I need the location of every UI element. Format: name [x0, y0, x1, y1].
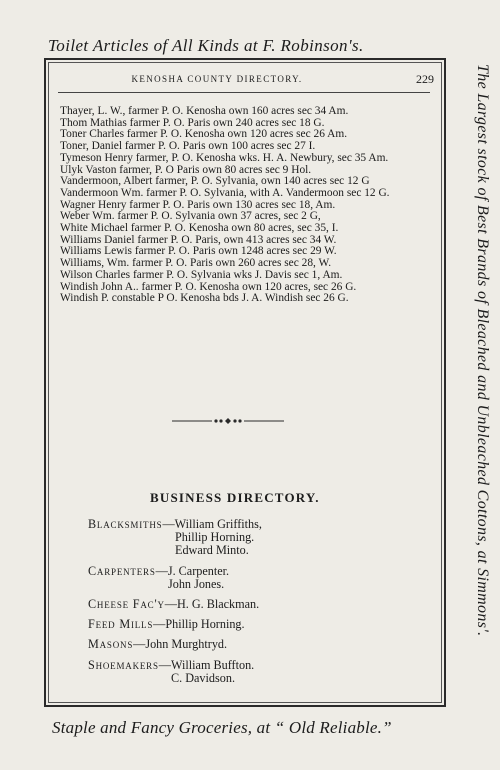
- directory-entry: Windish John A.. farmer P. O. Kenosha own 120 acres, sec 26 G.: [60, 280, 357, 293]
- directory-entry: Windish P. constable P O. Kenosha bds J. A. Windish sec 26 G.: [60, 292, 349, 305]
- trade-dash: —: [153, 617, 166, 632]
- business-name: H. G. Blackman.: [176, 597, 260, 612]
- directory-entry: Wilson Charles farmer P. O. Sylvania wks J. Davis sec 1, Am.: [60, 268, 343, 281]
- trade-dash: —: [133, 637, 146, 652]
- business-name: William Buffton.: [170, 657, 255, 672]
- business-name: J. Carpenter.: [167, 563, 230, 578]
- business-directory-title: BUSINESS DIRECTORY.: [150, 490, 320, 505]
- trade-dash: —: [158, 657, 171, 672]
- trade-label: Masons: [88, 637, 134, 652]
- directory-entry: Thayer, L. W., farmer P. O. Kenosha own 160 acres sec 34 Am.: [60, 105, 349, 117]
- business-name: William Griffiths,: [174, 517, 262, 531]
- directory-entry: Tymeson Henry farmer, P. O. Kenosha wks. H. A. Newbury, sec 35 Am.: [60, 151, 389, 164]
- business-name: John Murghtryd.: [145, 637, 228, 652]
- business-name-continued: John Jones.: [168, 576, 225, 591]
- header-rule: [58, 92, 430, 93]
- running-head: KENOSHA COUNTY DIRECTORY.: [131, 74, 303, 84]
- page-number: 229: [416, 72, 434, 86]
- business-directory-list: [88, 518, 408, 692]
- trade-label: Cheese Fac'y: [88, 597, 165, 612]
- business-first-line: [88, 565, 408, 578]
- top-advertisement: Toilet Articles of All Kinds at F. Robinson's.: [48, 36, 364, 55]
- directory-entry: White Michael farmer P. O. Kenosha own 80 acres, sec 35, I.: [60, 222, 339, 235]
- trade-dash: —: [162, 517, 175, 531]
- directory-entry: Wagner Henry farmer P. O. Paris own 130 acres sec 18, Am.: [60, 198, 336, 211]
- side-advertisement-text: The Largest stock of Best Brands of Bleached and Unbleached Cottons, at Simmons'.: [474, 64, 491, 637]
- directory-entry: Thom Mathias farmer P. O. Paris own 240 acres sec 18 G.: [60, 116, 325, 129]
- business-first-line: [88, 598, 408, 611]
- directory-entry: Williams Lewis farmer P. O. Paris own 1248 acres sec 29 W.: [60, 245, 337, 258]
- trade-label: Feed Mills: [88, 617, 154, 632]
- trade-dash: —: [155, 563, 168, 578]
- directory-entry: Toner Charles farmer P. O. Kenosha own 120 acres sec 26 Am.: [60, 128, 348, 141]
- business-first-line: [88, 659, 408, 672]
- directory-entry: Vandermoon, Albert farmer, P. O. Sylvania, own 140 acres sec 12 G: [60, 175, 370, 188]
- directory-entry: Williams Daniel farmer P. O. Paris, own 413 acres sec 34 W.: [60, 233, 337, 246]
- directory-entries: [60, 106, 432, 305]
- trade-label: Carpenters: [88, 563, 156, 578]
- business-name-continued: Phillip Horning.: [175, 530, 255, 545]
- directory-entry: Williams, Wm. farmer P. O. Paris own 260 acres sec 28, W.: [60, 257, 332, 270]
- side-advertisement: [465, 64, 495, 724]
- trade-label: Shoemakers: [88, 657, 159, 672]
- business-name: Phillip Horning.: [165, 617, 245, 632]
- business-group: [88, 598, 408, 611]
- business-group: [88, 618, 408, 631]
- trade-dash: —: [164, 597, 177, 612]
- directory-entry: Weber Wm. farmer P. O. Sylvania own 37 acres, sec 2 G,: [60, 210, 321, 223]
- directory-entry: Toner, Daniel farmer P. O. Paris own 100 acres sec 27 I.: [60, 140, 316, 153]
- bottom-advertisement: Staple and Fancy Groceries, at “ Old Reliable.”: [52, 718, 392, 737]
- business-group: [88, 659, 408, 685]
- business-name-continued: Edward Minto.: [175, 543, 249, 558]
- directory-entry: Ulyk Vaston farmer, P. O Paris own 80 acres sec 9 Hol.: [60, 163, 312, 176]
- business-name-continued: C. Davidson.: [171, 670, 235, 685]
- business-group: [88, 565, 408, 591]
- business-first-line: [88, 618, 408, 631]
- directory-entry: Vandermoon Wm. farmer P. O. Sylvania, with A. Vandermoon sec 12 G.: [60, 186, 390, 199]
- ornament-divider: [172, 415, 284, 427]
- business-first-line: [88, 638, 408, 651]
- business-group: [88, 638, 408, 651]
- business-group: [88, 518, 408, 558]
- trade-label: Blacksmiths: [88, 517, 163, 531]
